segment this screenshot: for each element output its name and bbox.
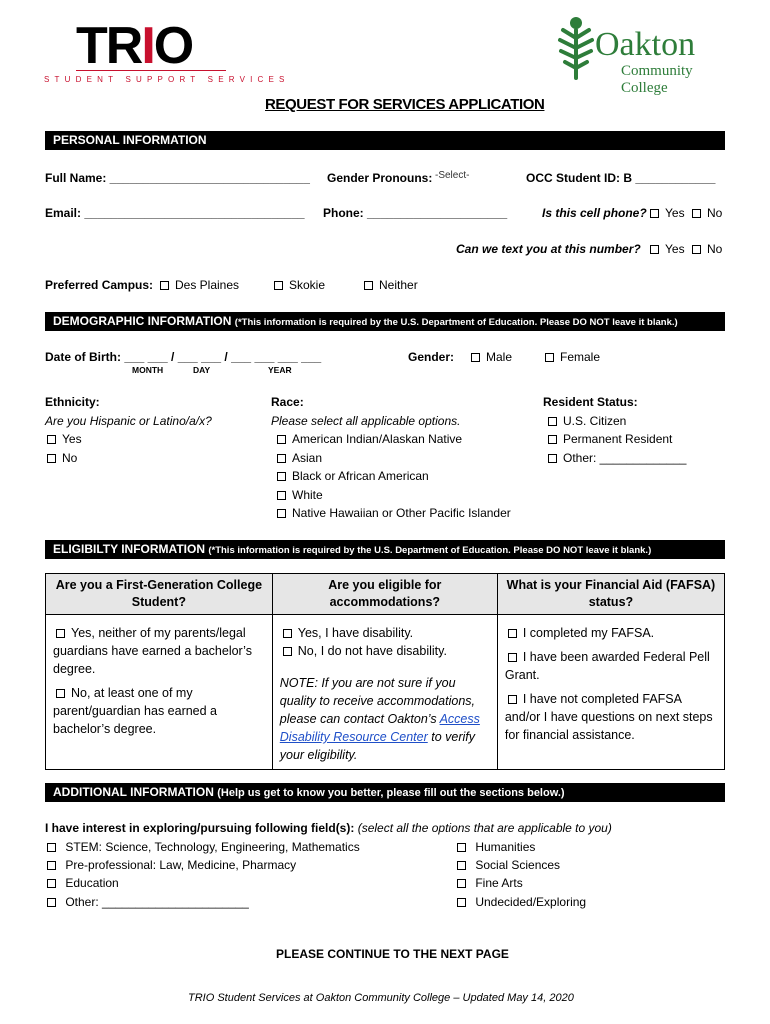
field-option[interactable]: Education: [47, 876, 119, 890]
field-option[interactable]: Fine Arts: [457, 876, 523, 890]
text-yes-option[interactable]: Yes: [650, 242, 685, 256]
checkbox-icon[interactable]: [47, 435, 56, 444]
full-name-field[interactable]: Full Name: ______________________________: [45, 171, 310, 185]
race-option[interactable]: American Indian/Alaskan Native: [277, 432, 462, 446]
dob-field[interactable]: Date of Birth: ___ ___ / ___ ___ / ___ ___ ___ ___: [45, 350, 322, 364]
race-option[interactable]: Black or African American: [277, 469, 429, 483]
checkbox-icon[interactable]: [47, 861, 56, 870]
checkbox-icon[interactable]: [47, 898, 56, 907]
field-option[interactable]: STEM: Science, Technology, Engineering, Mathematics: [47, 840, 360, 854]
field-option[interactable]: Humanities: [457, 840, 535, 854]
checkbox-icon[interactable]: [283, 629, 292, 638]
trio-logo: [44, 17, 290, 84]
ethnicity-label: Ethnicity:: [45, 395, 100, 409]
checkbox-icon[interactable]: [508, 695, 517, 704]
student-id-field[interactable]: OCC Student ID: B ____________: [526, 171, 716, 185]
first-gen-header: Are you a First-Generation College Student?: [46, 574, 273, 615]
campus-option-neither[interactable]: Neither: [364, 278, 418, 292]
ethnicity-option-no[interactable]: No: [47, 451, 77, 465]
checkbox-icon[interactable]: [277, 435, 286, 444]
checkbox-icon[interactable]: [47, 879, 56, 888]
checkbox-icon[interactable]: [47, 454, 56, 463]
checkbox-icon[interactable]: [508, 653, 517, 662]
first-gen-option-no[interactable]: No, at least one of my parent/guardian has earned a bachelor’s degree.: [53, 686, 218, 736]
field-option[interactable]: Social Sciences: [457, 858, 560, 872]
cell-phone-question: Is this cell phone?: [542, 206, 647, 220]
gender-option-female[interactable]: Female: [545, 350, 600, 364]
checkbox-icon[interactable]: [692, 209, 701, 218]
resident-option[interactable]: Permanent Resident: [548, 432, 672, 446]
eligibility-table: [45, 573, 725, 770]
checkbox-icon[interactable]: [457, 879, 466, 888]
resident-option[interactable]: U.S. Citizen: [548, 414, 626, 428]
accommodations-note: NOTE: If you are not sure if you quality to receive accommodations, please can contact Oakton’s Access Disability Resource Center to verify your eligibility.: [279, 676, 480, 762]
fafsa-cell: [497, 615, 724, 770]
dob-day-label: DAY: [193, 365, 211, 375]
trio-subtitle: STUDENT SUPPORT SERVICES: [44, 75, 290, 84]
checkbox-icon[interactable]: [56, 689, 65, 698]
dob-month-label: MONTH: [132, 365, 164, 375]
checkbox-icon[interactable]: [508, 629, 517, 638]
checkbox-icon[interactable]: [548, 417, 557, 426]
race-option[interactable]: White: [277, 488, 323, 502]
oakton-subtitle: Community College: [621, 63, 693, 96]
race-option[interactable]: Asian: [277, 451, 322, 465]
resident-option[interactable]: Other: _____________: [548, 451, 686, 465]
gender-pronouns-label: Gender Pronouns:: [327, 171, 433, 185]
personal-info-header: PERSONAL INFORMATION: [45, 131, 725, 150]
race-label: Race:: [271, 395, 304, 409]
checkbox-icon[interactable]: [650, 209, 659, 218]
accommodations-option-no[interactable]: No, I do not have disability.: [280, 642, 490, 660]
continue-note: PLEASE CONTINUE TO THE NEXT PAGE: [276, 947, 509, 961]
checkbox-icon[interactable]: [364, 281, 373, 290]
accommodations-option-yes[interactable]: Yes, I have disability.: [280, 624, 490, 642]
fafsa-option[interactable]: I completed my FAFSA.: [505, 624, 717, 642]
first-gen-cell: [46, 615, 273, 770]
checkbox-icon[interactable]: [548, 435, 557, 444]
text-no-option[interactable]: No: [692, 242, 722, 256]
campus-option-des-plaines[interactable]: Des Plaines: [160, 278, 239, 292]
checkbox-icon[interactable]: [457, 898, 466, 907]
checkbox-icon[interactable]: [457, 861, 466, 870]
accommodations-cell: [272, 615, 497, 770]
trio-wordmark: TRIO: [76, 17, 193, 75]
page-title: REQUEST FOR SERVICES APPLICATION: [265, 96, 545, 113]
email-field[interactable]: Email: _________________________________: [45, 206, 305, 220]
page-footer: TRIO Student Services at Oakton Community College – Updated May 14, 2020: [188, 992, 574, 1004]
demographic-info-header: DEMOGRAPHIC INFORMATION (*This information is required by the U.S. Department of Education. Please DO NOT leave it blank.): [45, 312, 725, 331]
cell-no-option[interactable]: No: [692, 206, 722, 220]
ethnicity-option-yes[interactable]: Yes: [47, 432, 82, 446]
fafsa-option[interactable]: I have been awarded Federal Pell Grant.: [504, 650, 710, 682]
checkbox-icon[interactable]: [160, 281, 169, 290]
phone-field[interactable]: Phone: _____________________: [323, 206, 508, 220]
gender-pronouns-select[interactable]: -Select-: [435, 170, 470, 181]
checkbox-icon[interactable]: [692, 245, 701, 254]
checkbox-icon[interactable]: [471, 353, 480, 362]
gender-option-male[interactable]: Male: [471, 350, 512, 364]
checkbox-icon[interactable]: [277, 491, 286, 500]
checkbox-icon[interactable]: [277, 472, 286, 481]
field-option[interactable]: Pre-professional: Law, Medicine, Pharmacy: [47, 858, 296, 872]
accommodations-header: Are you eligible for accommodations?: [272, 574, 497, 615]
interest-prompt: I have interest in exploring/pursuing following field(s): (select all the options that are applicable to you): [45, 821, 612, 835]
checkbox-icon[interactable]: [277, 509, 286, 518]
campus-label: Preferred Campus:: [45, 278, 154, 292]
text-question: Can we text you at this number?: [456, 242, 641, 256]
field-option[interactable]: Other: ______________________: [47, 895, 249, 909]
checkbox-icon[interactable]: [650, 245, 659, 254]
oak-leaf-icon: [555, 16, 597, 80]
resident-status-label: Resident Status:: [543, 395, 638, 409]
fafsa-header: What is your Financial Aid (FAFSA) status?: [497, 574, 724, 615]
checkbox-icon[interactable]: [283, 647, 292, 656]
checkbox-icon[interactable]: [47, 843, 56, 852]
checkbox-icon[interactable]: [277, 454, 286, 463]
eligibility-info-header: ELIGIBILTY INFORMATION (*This information is required by the U.S. Department of Education. Please DO NOT leave it blank.): [45, 540, 725, 559]
fafsa-option[interactable]: I have not completed FAFSA and/or I have questions on next steps for financial assistance.: [504, 692, 713, 742]
checkbox-icon[interactable]: [274, 281, 283, 290]
ethnicity-question: Are you Hispanic or Latino/a/x?: [45, 414, 212, 428]
race-option[interactable]: Native Hawaiian or Other Pacific Islander: [277, 506, 511, 520]
checkbox-icon[interactable]: [457, 843, 466, 852]
checkbox-icon[interactable]: [545, 353, 554, 362]
oakton-logo: [555, 16, 725, 96]
campus-option-skokie[interactable]: Skokie: [274, 278, 325, 292]
checkbox-icon[interactable]: [548, 454, 557, 463]
dob-year-label: YEAR: [268, 365, 292, 375]
first-gen-option-yes[interactable]: Yes, neither of my parents/legal guardians have earned a bachelor’s degree.: [53, 626, 252, 676]
cell-yes-option[interactable]: Yes: [650, 206, 685, 220]
access-disability-link[interactable]: Access Disability Resource Center: [279, 712, 480, 744]
additional-info-header: ADDITIONAL INFORMATION (Help us get to know you better, please fill out the sections below.): [45, 783, 725, 802]
gender-label: Gender:: [408, 350, 455, 364]
race-instruction: Please select all applicable options.: [271, 414, 461, 428]
field-option[interactable]: Undecided/Exploring: [457, 895, 586, 909]
oakton-name: Oakton: [595, 26, 696, 63]
checkbox-icon[interactable]: [56, 629, 65, 638]
